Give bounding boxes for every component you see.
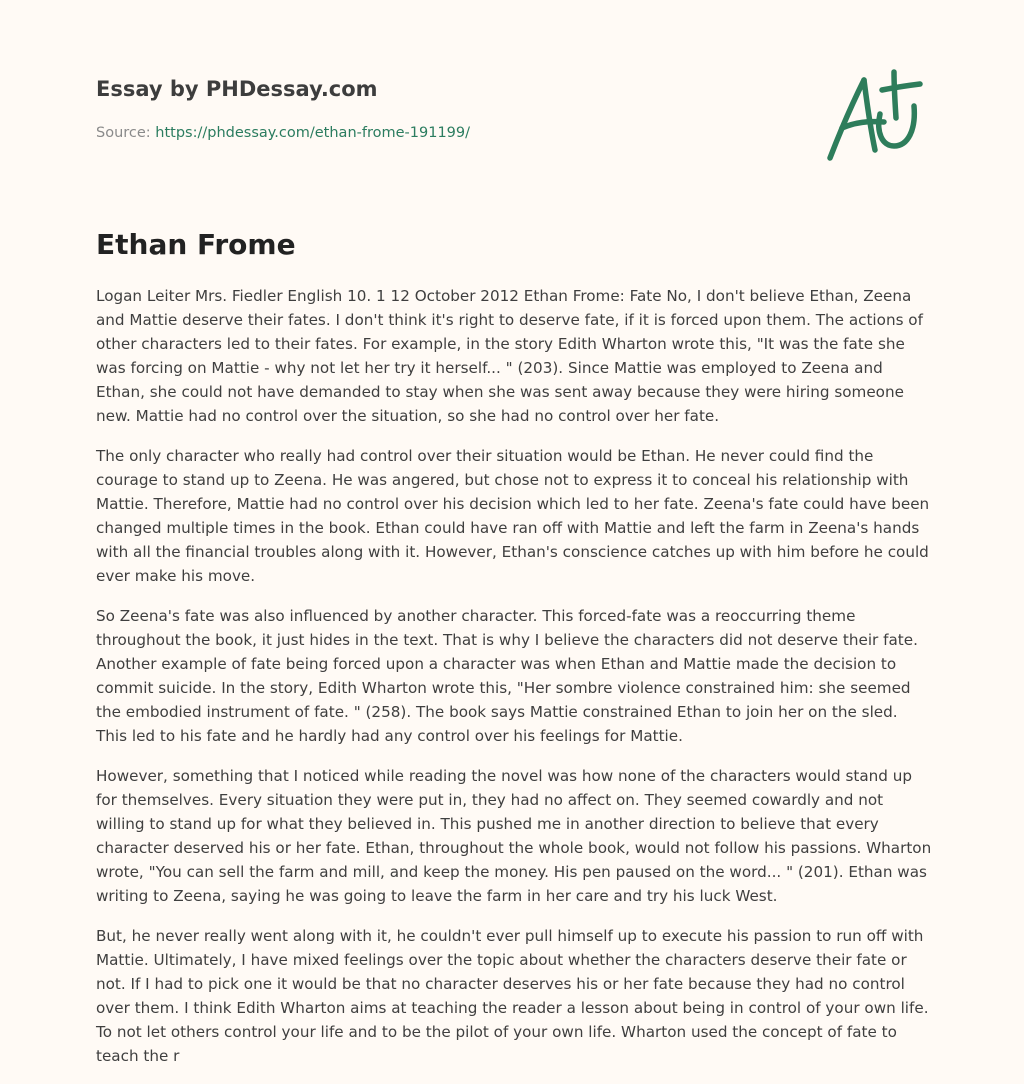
essay-title: Ethan Frome xyxy=(96,228,296,261)
essay-paragraph: However, something that I noticed while reading the novel was how none of the characters would stand up for themselves. Every situation they were put in, they had no affect on. They seemed cowardly and not willing to stand up for what they believed in. This pushed me in another direction to believe that every character deserved his or her fate. Ethan, throughout the whole book, would not follow his passions. Wharton wrote, "You can sell the farm and mill, and keep the money. His pen paused on the word... " (201). Ethan was writing to Zeena, saying he was going to leave the farm in her care and try his luck West. xyxy=(96,767,932,905)
a-plus-logo-icon xyxy=(822,66,926,166)
source-line xyxy=(96,123,696,143)
essay-paragraph: But, he never really went along with it, he couldn't ever pull himself up to execute his passion to run off with Mattie. Ultimately, I have mixed feelings over the topic about whether the characters deserve their fate or not. If I had to pick one it would be that no character deserves his or her fate because they had no control over them. I think Edith Wharton aims at teaching the reader a lesson about being in control of your own life. To not let others control your life and to be the pilot of your own life. Wharton used the concept of fate to teach the r xyxy=(96,927,929,1065)
source-label: Source: xyxy=(96,125,151,141)
essay-paragraph: The only character who really had control over their situation would be Ethan. He never could find the courage to stand up to Zeena. He was angered, but chose not to express it to conceal his relationship with Mattie. Therefore, Mattie had no control over his decision which led to her fate. Zeena's fate could have been changed multiple times in the book. Ethan could have ran off with Mattie and left the farm in Zeena's hands with all the financial troubles along with it. However, Ethan's conscience catches up with him before he could ever make his move. xyxy=(96,447,930,585)
essay-paragraph: Logan Leiter Mrs. Fiedler English 10. 1 12 October 2012 Ethan Frome: Fate No, I don't believe Ethan, Zeena and Mattie deserve their fates. I don't think it's right to deserve fate, if it is forced upon them. The actions of other characters led to their fates. For example, in the story Edith Wharton wrote this, "It was the fate she was forcing on Mattie - why not let her try it herself... " (203). Since Mattie was employed to Zeena and Ethan, she could not have demanded to stay when she was sent away because they were hiring someone new. Mattie had no control over the situation, so she had no control over her fate. xyxy=(96,287,923,425)
essay-body xyxy=(96,284,932,1084)
essay-paragraph: So Zeena's fate was also influenced by another character. This forced-fate was a reoccurring theme throughout the book, it just hides in the text. That is why I believe the characters did not deserve their fate. Another example of fate being forced upon a character was when Ethan and Mattie made the decision to commit suicide. In the story, Edith Wharton wrote this, "Her sombre violence constrained him: she seemed the embodied instrument of fate. " (258). The book says Mattie constrained Ethan to join her on the sled. This led to his fate and he hardly had any control over his feelings for Mattie. xyxy=(96,607,918,745)
source-link[interactable]: https://phdessay.com/ethan-frome-191199/ xyxy=(155,125,470,141)
site-title: Essay by PHDessay.com xyxy=(96,77,378,101)
page-header xyxy=(96,74,696,143)
